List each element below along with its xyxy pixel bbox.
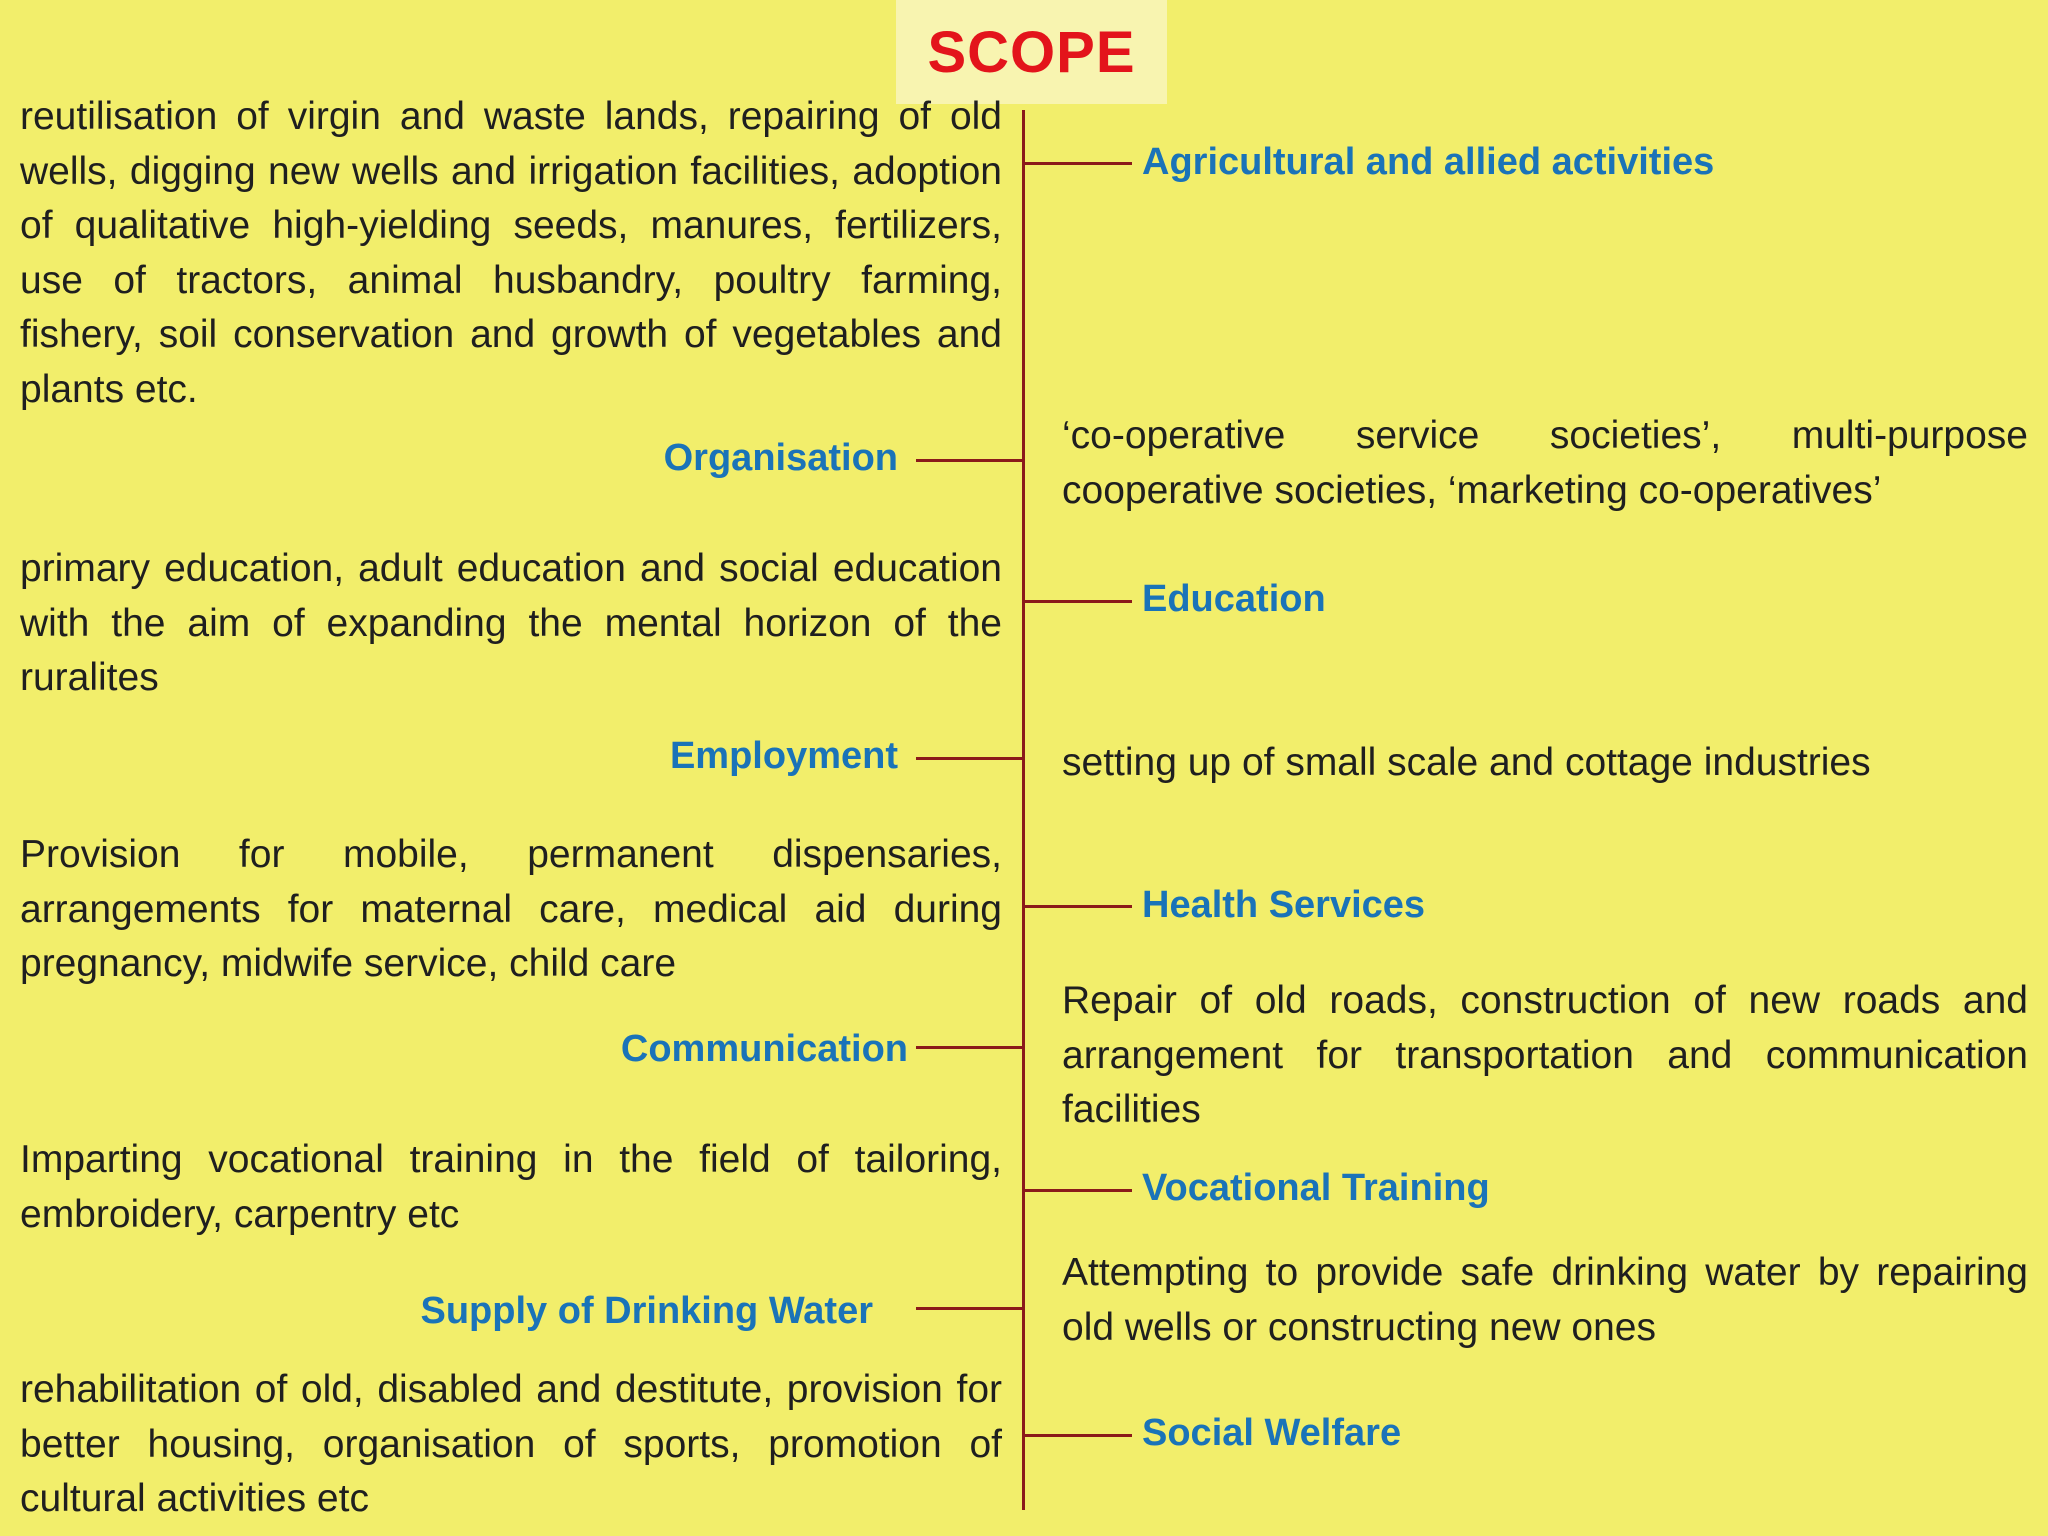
heading-vocational-training: Vocational Training — [1142, 1167, 1490, 1209]
connector-drinking-water — [916, 1307, 1024, 1310]
diagram-title: SCOPE — [927, 19, 1136, 85]
heading-education: Education — [1142, 578, 1326, 620]
heading-employment: Employment — [669, 735, 898, 777]
connector-social-welfare — [1024, 1434, 1132, 1437]
heading-organisation: Organisation — [663, 437, 898, 479]
heading-agricultural: Agricultural and allied activities — [1142, 141, 1715, 183]
title-box — [896, 0, 1167, 104]
connector-employment — [916, 757, 1024, 760]
desc-vocational-training: Imparting vocational training in the field of tailoring, embroidery, carpentry etc — [20, 1138, 1002, 1236]
heading-social-welfare: Social Welfare — [1142, 1412, 1402, 1454]
connector-organisation — [916, 459, 1024, 462]
connector-agricultural — [1024, 162, 1132, 165]
heading-drinking-water: Supply of Drinking Water — [420, 1290, 873, 1332]
connector-health-services — [1024, 905, 1132, 908]
connector-communication — [916, 1046, 1024, 1049]
desc-social-welfare: rehabilitation of old, disabled and destitute, provision for better housing, organisation of sports, promotion of cultural activities etc — [20, 1368, 1002, 1520]
desc-employment: setting up of small scale and cottage industries — [1062, 741, 1871, 784]
heading-communication: Communication — [620, 1028, 908, 1070]
desc-drinking-water: Attempting to provide safe drinking water by repairing old wells or constructing new ones — [1062, 1251, 2028, 1349]
connector-education — [1024, 600, 1132, 603]
desc-agricultural: reutilisation of virgin and waste lands, repairing of old wells, digging new wells and irrigation facilities, adoption of qualitative high-yielding seeds, manures, fertilizers, use of tractors, animal husbandry, poultry farming, fishery, soil conservation and growth of vegetables and plants etc. — [20, 95, 1002, 411]
heading-health-services: Health Services — [1142, 884, 1426, 926]
central-spine-line — [1022, 110, 1025, 1510]
desc-communication: Repair of old roads, construction of new roads and arrangement for transportation and communication facilities — [1062, 979, 2028, 1131]
connector-vocational-training — [1024, 1189, 1132, 1192]
desc-education: primary education, adult education and social education with the aim of expanding the mental horizon of the ruralites — [20, 547, 1002, 699]
desc-health-services: Provision for mobile, permanent dispensaries, arrangements for maternal care, medical aid during pregnancy, midwife service, child care — [20, 833, 1002, 985]
desc-organisation: ‘co-operative service societies’, multi-purpose cooperative societies, ‘marketing co-operatives’ — [1062, 414, 2028, 512]
